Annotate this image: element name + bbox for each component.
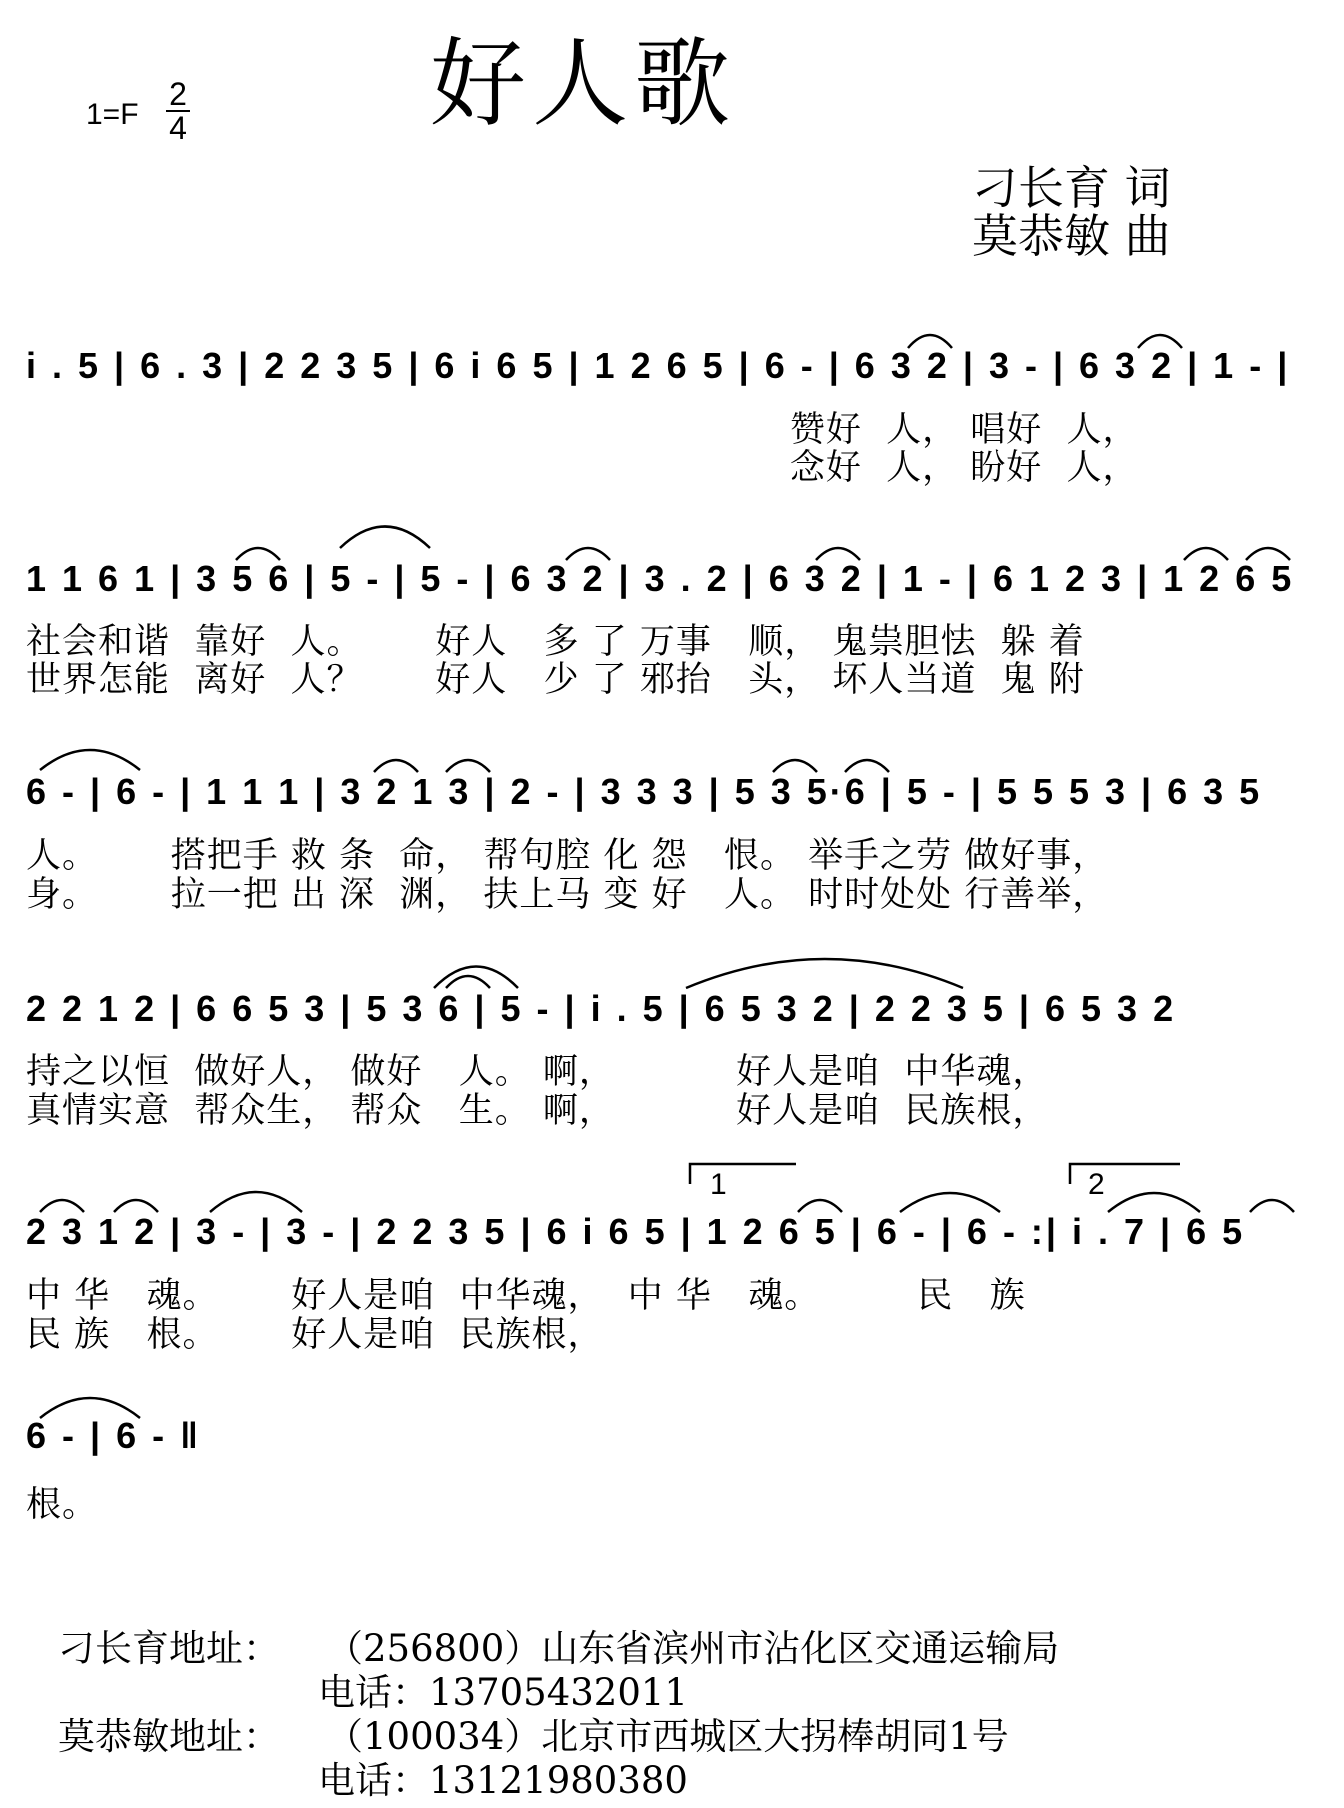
slur: [340, 527, 430, 549]
time-signature: [166, 78, 190, 144]
phone-1: 电话：13705432011: [318, 1671, 688, 1714]
lyrics-line-5-verse-1: 中 华 魂。 好人是咱 中华魂， 中 华 魂。 民 族: [26, 1276, 1026, 1316]
score-line-5: [26, 1206, 1326, 1258]
lyrics-line-1-verse-1: 赞好 人， 唱好 人，: [26, 410, 1139, 450]
volta-2-bracket: [1070, 1164, 1180, 1184]
time-signature-top: 2: [169, 76, 187, 112]
volta-2-label: 2: [1088, 1168, 1105, 1201]
lyrics-line-6-verse-1: 根。: [26, 1485, 99, 1525]
lyrics-line-4-verse-1: 持之以恒 做好人， 做好 人。 啊， 好人是咱 中华魂，: [26, 1052, 1049, 1092]
lyrics-line-2-verse-1: 社会和谐 靠好 人。 好人 多 了 万事 顺， 鬼祟胆怯 躲 着: [26, 622, 1085, 662]
lyrics-line-4-verse-2: 真情实意 帮众生， 帮众 生。 啊， 好人是咱 民族根，: [26, 1091, 1049, 1131]
address-label-2: 莫恭敏地址：: [58, 1715, 280, 1758]
score-line-2: [26, 553, 1326, 605]
address-2: （100034）北京市西城区大拐棒胡同1号: [326, 1715, 1009, 1758]
score-line-3: [26, 766, 1326, 818]
song-title: 好人歌: [430, 28, 736, 140]
notes-line-5: 2 3 1 2 | 3 - | 3 - | 2 2 3 5 | 6 i 6 5 | 1 2 6 5 | 6 - | 6 - :| i . 7 | 6 5: [26, 1211, 1246, 1252]
key-signature: 1=F: [86, 98, 139, 131]
score-line-6: [26, 1410, 426, 1462]
lyrics-line-3-verse-1: 人。 搭把手 救 条 命， 帮句腔 化 怨 恨。 举手之劳 做好事，: [26, 836, 1109, 876]
notes-line-2: 1 1 6 1 | 3 5 6 | 5 - | 5 - | 6 3 2 | 3 . 2 | 6 3 2 | 1 - | 6 1 2 3 | 1 2 6 5: [26, 558, 1295, 599]
lyrics-line-3-verse-2: 身。 拉一把 出 深 渊， 扶上马 变 好 人。 时时处处 行善举，: [26, 875, 1109, 915]
lyrics-line-5-verse-2: 民 族 根。 好人是咱 民族根，: [26, 1315, 604, 1355]
score-line-4: [26, 983, 1326, 1035]
composer-credit: 莫恭敏 曲: [972, 209, 1171, 263]
notes-line-6: 6 - | 6 - ‖: [26, 1415, 202, 1456]
volta-1-bracket: [690, 1164, 796, 1184]
notes-line-4: 2 2 1 2 | 6 6 5 3 | 5 3 6 | 5 - | i . 5 | 6 5 3 2 | 2 2 3 5 | 6 5 3 2: [26, 988, 1177, 1029]
address-1: （256800）山东省滨州市沾化区交通运输局: [326, 1627, 1060, 1670]
notes-line-1: i . 5 | 6 . 3 | 2 2 3 5 | 6 i 6 5 | 1 2 6 5 | 6 - | 6 3 2 | 3 - | 6 3 2 | 1 - |: [26, 345, 1291, 386]
lyrics-line-2-verse-2: 世界怎能 离好 人？ 好人 少 了 邪抬 头， 坏人当道 鬼 附: [26, 660, 1085, 700]
notes-line-3: 6 - | 6 - | 1 1 1 | 3 2 1 3 | 2 - | 3 3 3 | 5 3 5·6 | 5 - | 5 5 5 3 | 6 3 5: [26, 771, 1263, 812]
time-signature-bottom: 4: [169, 110, 187, 146]
lyrics-line-1-verse-2: 念好 人， 盼好 人，: [26, 448, 1139, 488]
lyricist-credit: 刁长育 词: [972, 161, 1171, 215]
phone-2: 电话：13121980380: [318, 1759, 688, 1802]
address-label-1: 刁长育地址：: [58, 1627, 280, 1670]
score-line-1: [26, 340, 1326, 392]
volta-1-label: 1: [710, 1168, 727, 1201]
